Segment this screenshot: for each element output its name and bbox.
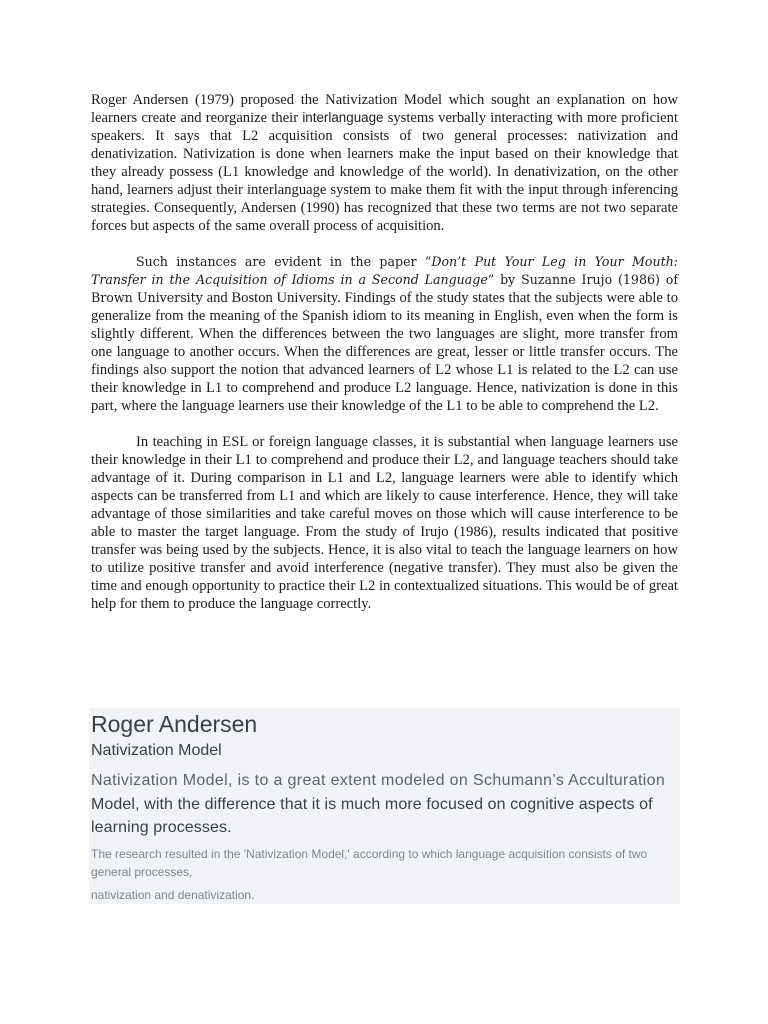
paper-title: Don’t Put Your Leg in Your Mouth: Transfer in the Acquisition of Idioms in a Second Language (91, 254, 678, 287)
snippet-closing-text: nativization and denativization. (91, 888, 255, 902)
paragraph-1-text-end: systems verbally interacting with more proficient speakers. It says that L2 acquisition consists of two general processes: nativization and denativization. Nativization is done when learners make the input based on their knowledge that they already possess (L1 knowledge and knowledge of the world). In denativization, on the other hand, learners adjust their interlanguage system to make them fit with the input through inferencing strategies. Consequently, Andersen (1990) has recognized that these two terms are not two separate forces but aspects of the same overall process of acquisition. (91, 110, 679, 234)
snippet-title: Roger Andersen (91, 711, 258, 737)
snippet-research-text: The research resulted in the 'Nativization Model,' according to which language acquisition consists of two general processes, (91, 847, 648, 879)
paper-author: ” by Suzanne Irujo (1986) of Brown University (91, 272, 678, 305)
paragraph-irujo-study (91, 253, 678, 415)
pasted-web-snippet (89, 708, 680, 904)
snippet-lead-continuation: Model, with the difference that it is much more focused on cognitive aspects of learning processes. (91, 796, 653, 836)
paragraph-2-lead: Such instances are evident in the paper “ (136, 254, 432, 269)
paragraph-1-text-start: Roger Andersen (1979) proposed the Nativization Model which sought an explanation on how learners create and reorganize their (91, 92, 678, 126)
interlanguage-term: interlanguage (302, 110, 384, 125)
snippet-subtitle: Nativization Model (91, 742, 222, 759)
paragraph-teaching-implications: In teaching in ESL or foreign language classes, it is substantial when language learners use their knowledge in their L1 to comprehend and produce their L2, and language teachers should take advantage of it. During comparison in L1 and L2, language learners were able to identify which aspects can be transferred from L1 and which are likely to cause interference. Hence, they will take advantage of those similarities and take careful moves on those which will cause interference to be able to master the target language. From the study of Irujo (1986), results indicated that positive transfer was being used by the subjects. Hence, it is also vital to teach the language learners on how to utilize positive transfer and avoid interference (negative transfer). They must also be given the time and enough opportunity to practice their L2 in contextualized situations. This would be of great help for them to produce the language correctly. (91, 434, 678, 612)
paragraph-2-text: and Boston University. Findings of the study states that the subjects were able to generalize from the meaning of the Spanish idiom to its meaning in English, even when the form is slightly different. When the differences between the two languages are slight, more transfer from one language to another occurs. When the differences are great, lesser or little transfer occurs. The findings also support the notion that advanced learners of L2 whose L1 is related to the L2 can use their knowledge in L1 to comprehend and produce L2 language. Hence, nativization is done in this part, where the language learners use their knowledge of the L1 to be able to comprehend the L2. (91, 290, 679, 414)
paragraph-nativization-model (91, 91, 678, 235)
snippet-lead-line: Nativization Model, is to a great extent modeled on Schumann’s Acculturation (91, 772, 666, 789)
essay-body (91, 91, 678, 631)
